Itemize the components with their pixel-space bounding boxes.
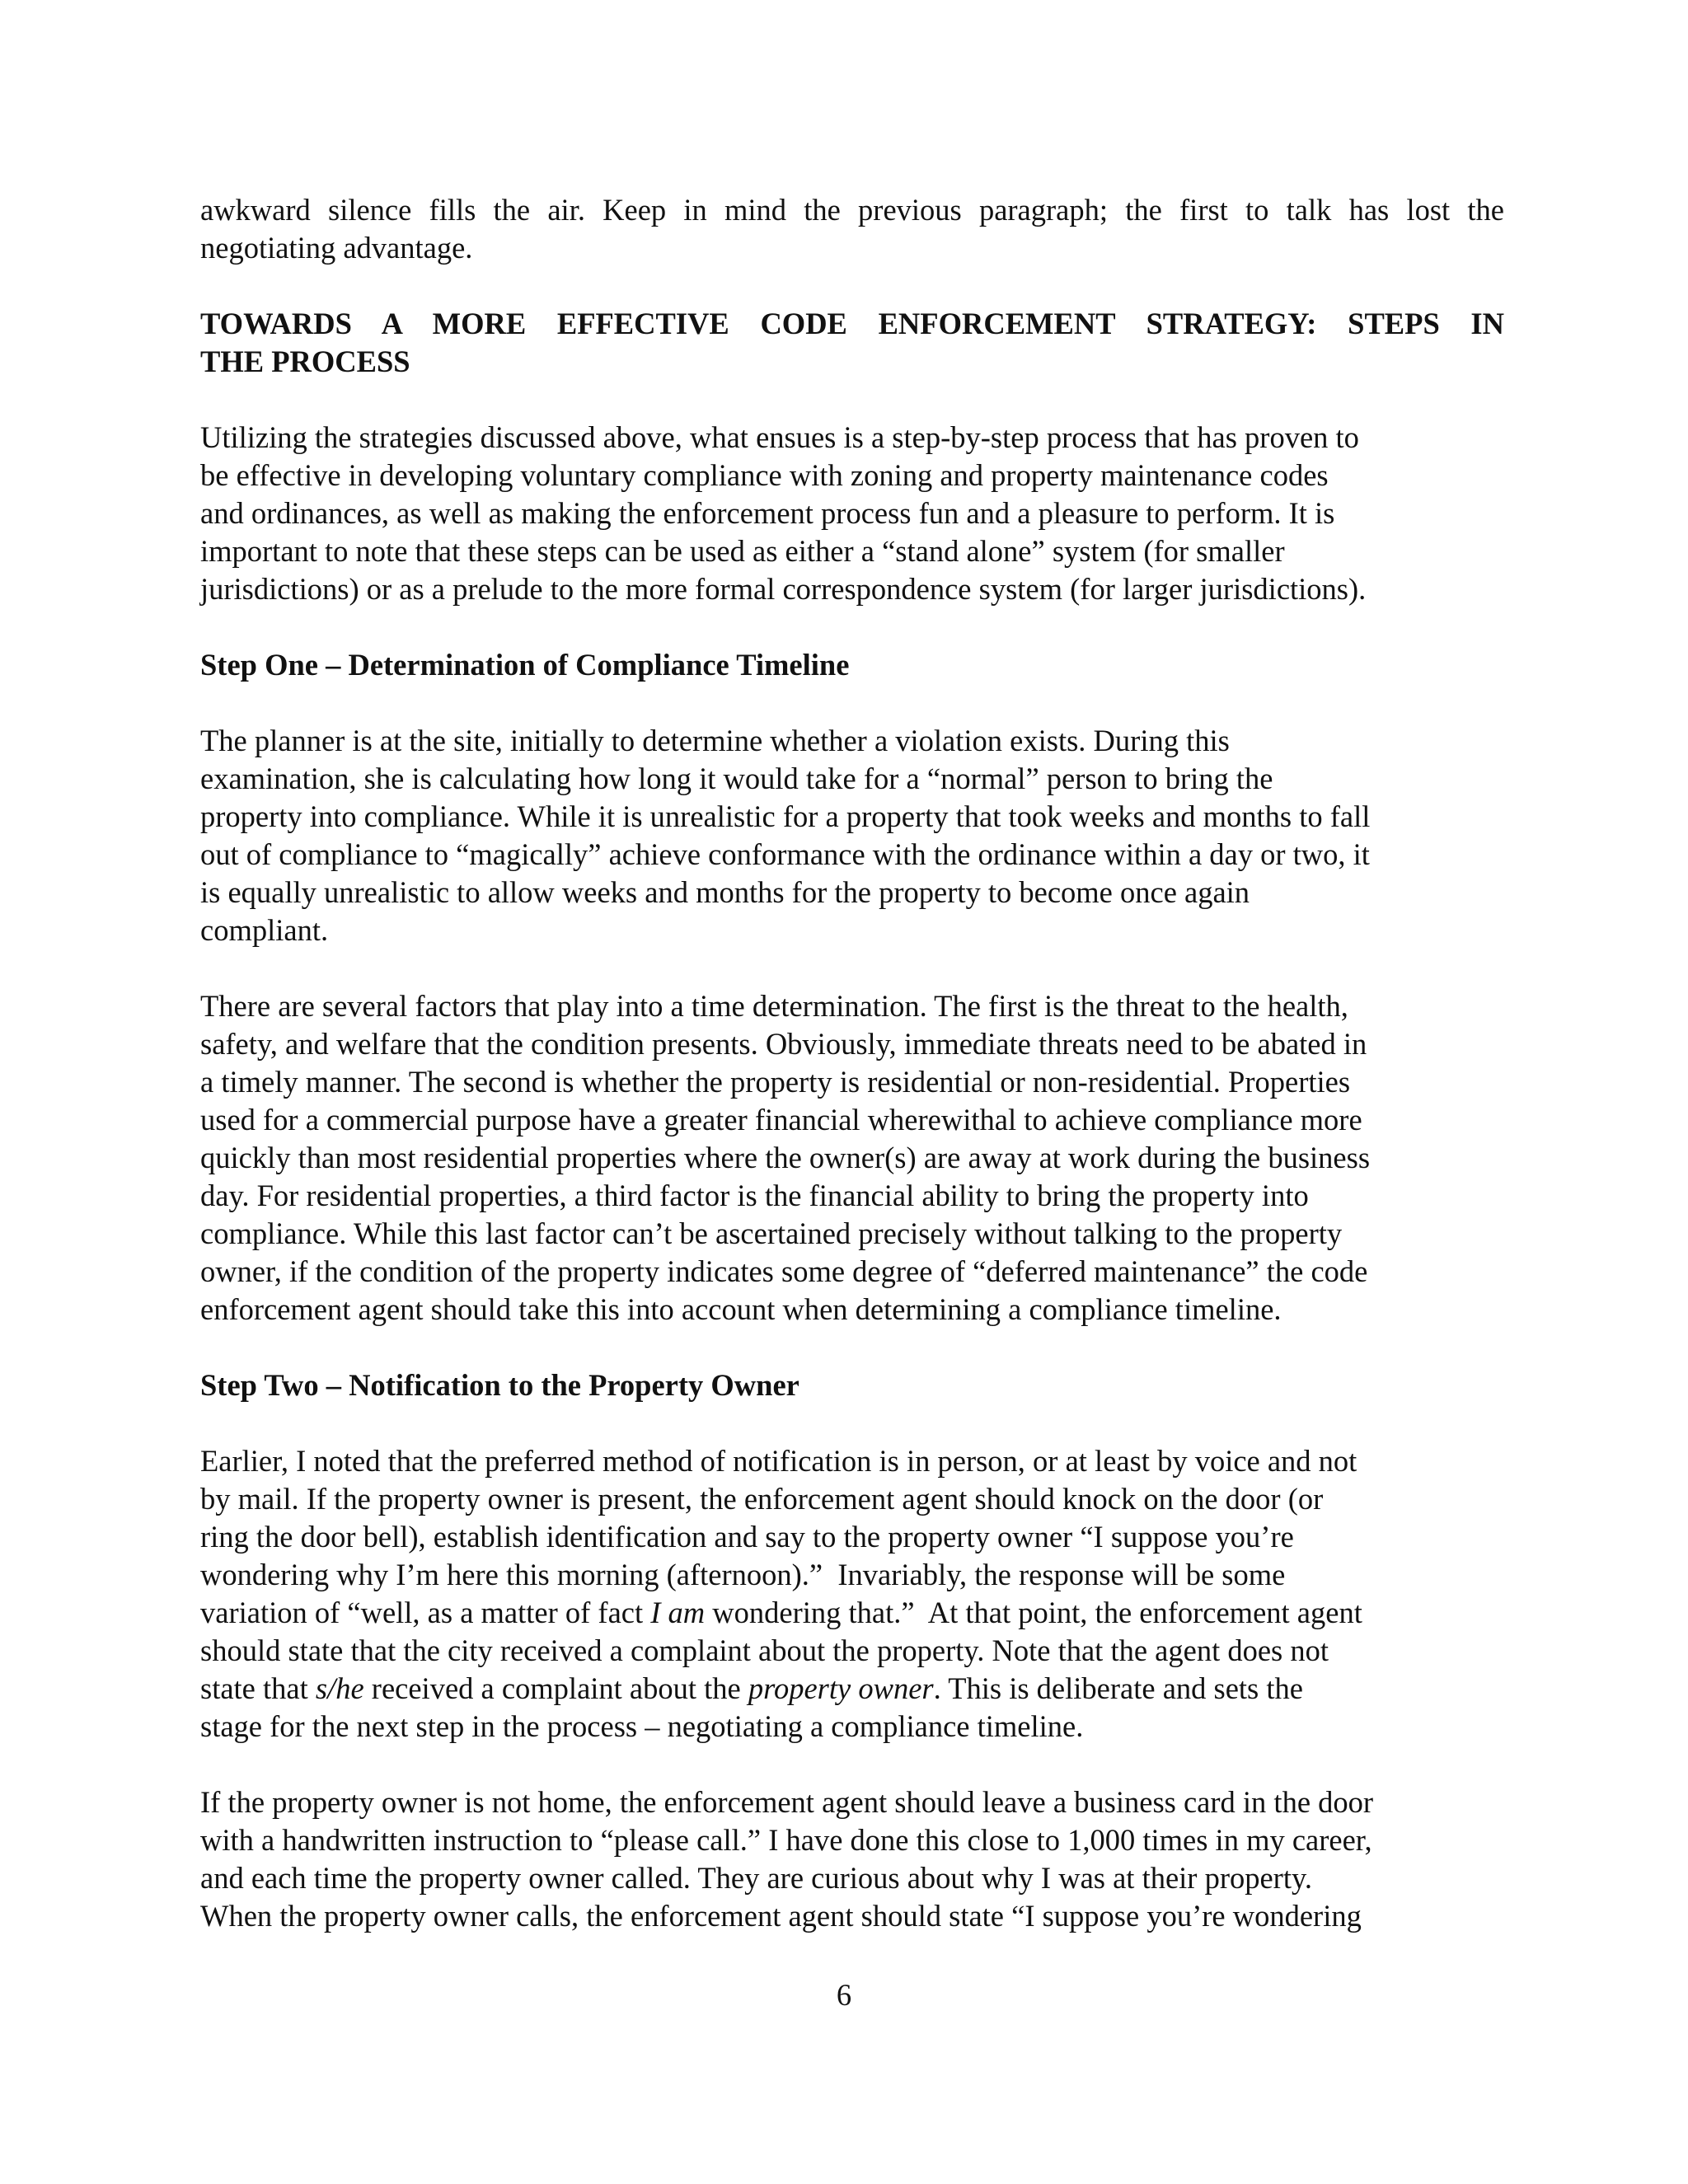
text-line: Utilizing the strategies discussed above, what ensues is a step-by-step process that has proven to bbox=[200, 420, 1359, 454]
text-line: If the property owner is not home, the enforcement agent should leave a business card in the door bbox=[200, 1785, 1374, 1819]
step-one-paragraph-2 bbox=[200, 987, 1504, 1329]
heading-line: TOWARDS A MORE EFFECTIVE CODE ENFORCEMENT STRATEGY: STEPS IN bbox=[200, 307, 1504, 340]
page-number: 6 bbox=[836, 1978, 852, 2012]
text-line: by mail. If the property owner is present, the enforcement agent should knock on the door (or bbox=[200, 1482, 1324, 1516]
text-line: safety, and welfare that the condition presents. Obviously, immediate threats need to be abated in bbox=[200, 1027, 1367, 1061]
text-line: owner, if the condition of the property indicates some degree of “deferred maintenance” the code bbox=[200, 1254, 1368, 1288]
text-run: wondering that.” At that point, the enforcement agent bbox=[705, 1596, 1362, 1629]
text-line: important to note that these steps can be used as either a “stand alone” system (for smaller bbox=[200, 534, 1285, 568]
text-line: compliant. bbox=[200, 913, 329, 947]
text-line: quickly than most residential properties where the owner(s) are away at work during the business bbox=[200, 1141, 1371, 1174]
step-one-heading: Step One – Determination of Compliance Timeline bbox=[200, 648, 850, 682]
intro-paragraph bbox=[200, 191, 1504, 267]
text-run: variation of “well, as a matter of fact bbox=[200, 1596, 651, 1629]
text-line: enforcement agent should take this into account when determining a compliance timeline. bbox=[200, 1292, 1282, 1326]
text-line: with a handwritten instruction to “please call.” I have done this close to 1,000 times in my career, bbox=[200, 1823, 1372, 1857]
text-line bbox=[200, 1670, 1504, 1708]
text-line bbox=[200, 1594, 1504, 1632]
italic-run: property owner bbox=[748, 1671, 934, 1705]
text-line: day. For residential properties, a third factor is the financial ability to bring the property into bbox=[200, 1179, 1309, 1212]
text-line: awkward silence fills the air. Keep in mind the previous paragraph; the first to talk has lost the bbox=[200, 193, 1504, 227]
text-line: examination, she is calculating how long it would take for a “normal” person to bring the bbox=[200, 762, 1273, 795]
text-line: property into compliance. While it is unrealistic for a property that took weeks and months to fall bbox=[200, 799, 1371, 833]
step-two-paragraph-1 bbox=[200, 1442, 1504, 1746]
text-line: Earlier, I noted that the preferred method of notification is in person, or at least by voice and not bbox=[200, 1444, 1357, 1478]
text-line: should state that the city received a complaint about the property. Note that the agent does not bbox=[200, 1633, 1329, 1667]
step-one-paragraph-1 bbox=[200, 722, 1504, 949]
text-line: out of compliance to “magically” achieve conformance with the ordinance within a day or two, it bbox=[200, 837, 1370, 871]
section-intro-paragraph bbox=[200, 419, 1504, 608]
heading-line: THE PROCESS bbox=[200, 344, 410, 378]
text-run: state that bbox=[200, 1671, 316, 1705]
document-page bbox=[200, 191, 1504, 1935]
step-two-paragraph-2 bbox=[200, 1783, 1504, 1935]
step-two-heading: Step Two – Notification to the Property Owner bbox=[200, 1368, 799, 1402]
italic-run: s/he bbox=[315, 1671, 364, 1705]
text-line: stage for the next step in the process – negotiating a compliance timeline. bbox=[200, 1709, 1084, 1743]
text-line: and each time the property owner called. They are curious about why I was at their property. bbox=[200, 1861, 1312, 1895]
text-line: The planner is at the site, initially to determine whether a violation exists. During this bbox=[200, 724, 1230, 757]
text-run: . This is deliberate and sets the bbox=[933, 1671, 1303, 1705]
text-line: is equally unrealistic to allow weeks and months for the property to become once again bbox=[200, 875, 1250, 909]
text-line: a timely manner. The second is whether the property is residential or non-residential. Properties bbox=[200, 1065, 1351, 1099]
text-line: There are several factors that play into a time determination. The first is the threat to the health, bbox=[200, 989, 1348, 1023]
section-heading bbox=[200, 305, 1504, 381]
text-line: used for a commercial purpose have a greater financial wherewithal to achieve compliance more bbox=[200, 1103, 1362, 1137]
text-line: negotiating advantage. bbox=[200, 231, 473, 265]
text-run: received a complaint about the bbox=[363, 1671, 748, 1705]
italic-run: I am bbox=[650, 1596, 706, 1629]
text-line: jurisdictions) or as a prelude to the more formal correspondence system (for larger jurisdictions). bbox=[200, 572, 1367, 606]
text-line: and ordinances, as well as making the enforcement process fun and a pleasure to perform. It is bbox=[200, 496, 1335, 530]
text-line: ring the door bell), establish identification and say to the property owner “I suppose you’re bbox=[200, 1520, 1294, 1554]
text-line: be effective in developing voluntary compliance with zoning and property maintenance codes bbox=[200, 458, 1329, 492]
text-line: compliance. While this last factor can’t be ascertained precisely without talking to the property bbox=[200, 1216, 1343, 1250]
text-line: When the property owner calls, the enforcement agent should state “I suppose you’re wondering bbox=[200, 1899, 1362, 1933]
text-line: wondering why I’m here this morning (afternoon).” Invariably, the response will be some bbox=[200, 1558, 1286, 1591]
